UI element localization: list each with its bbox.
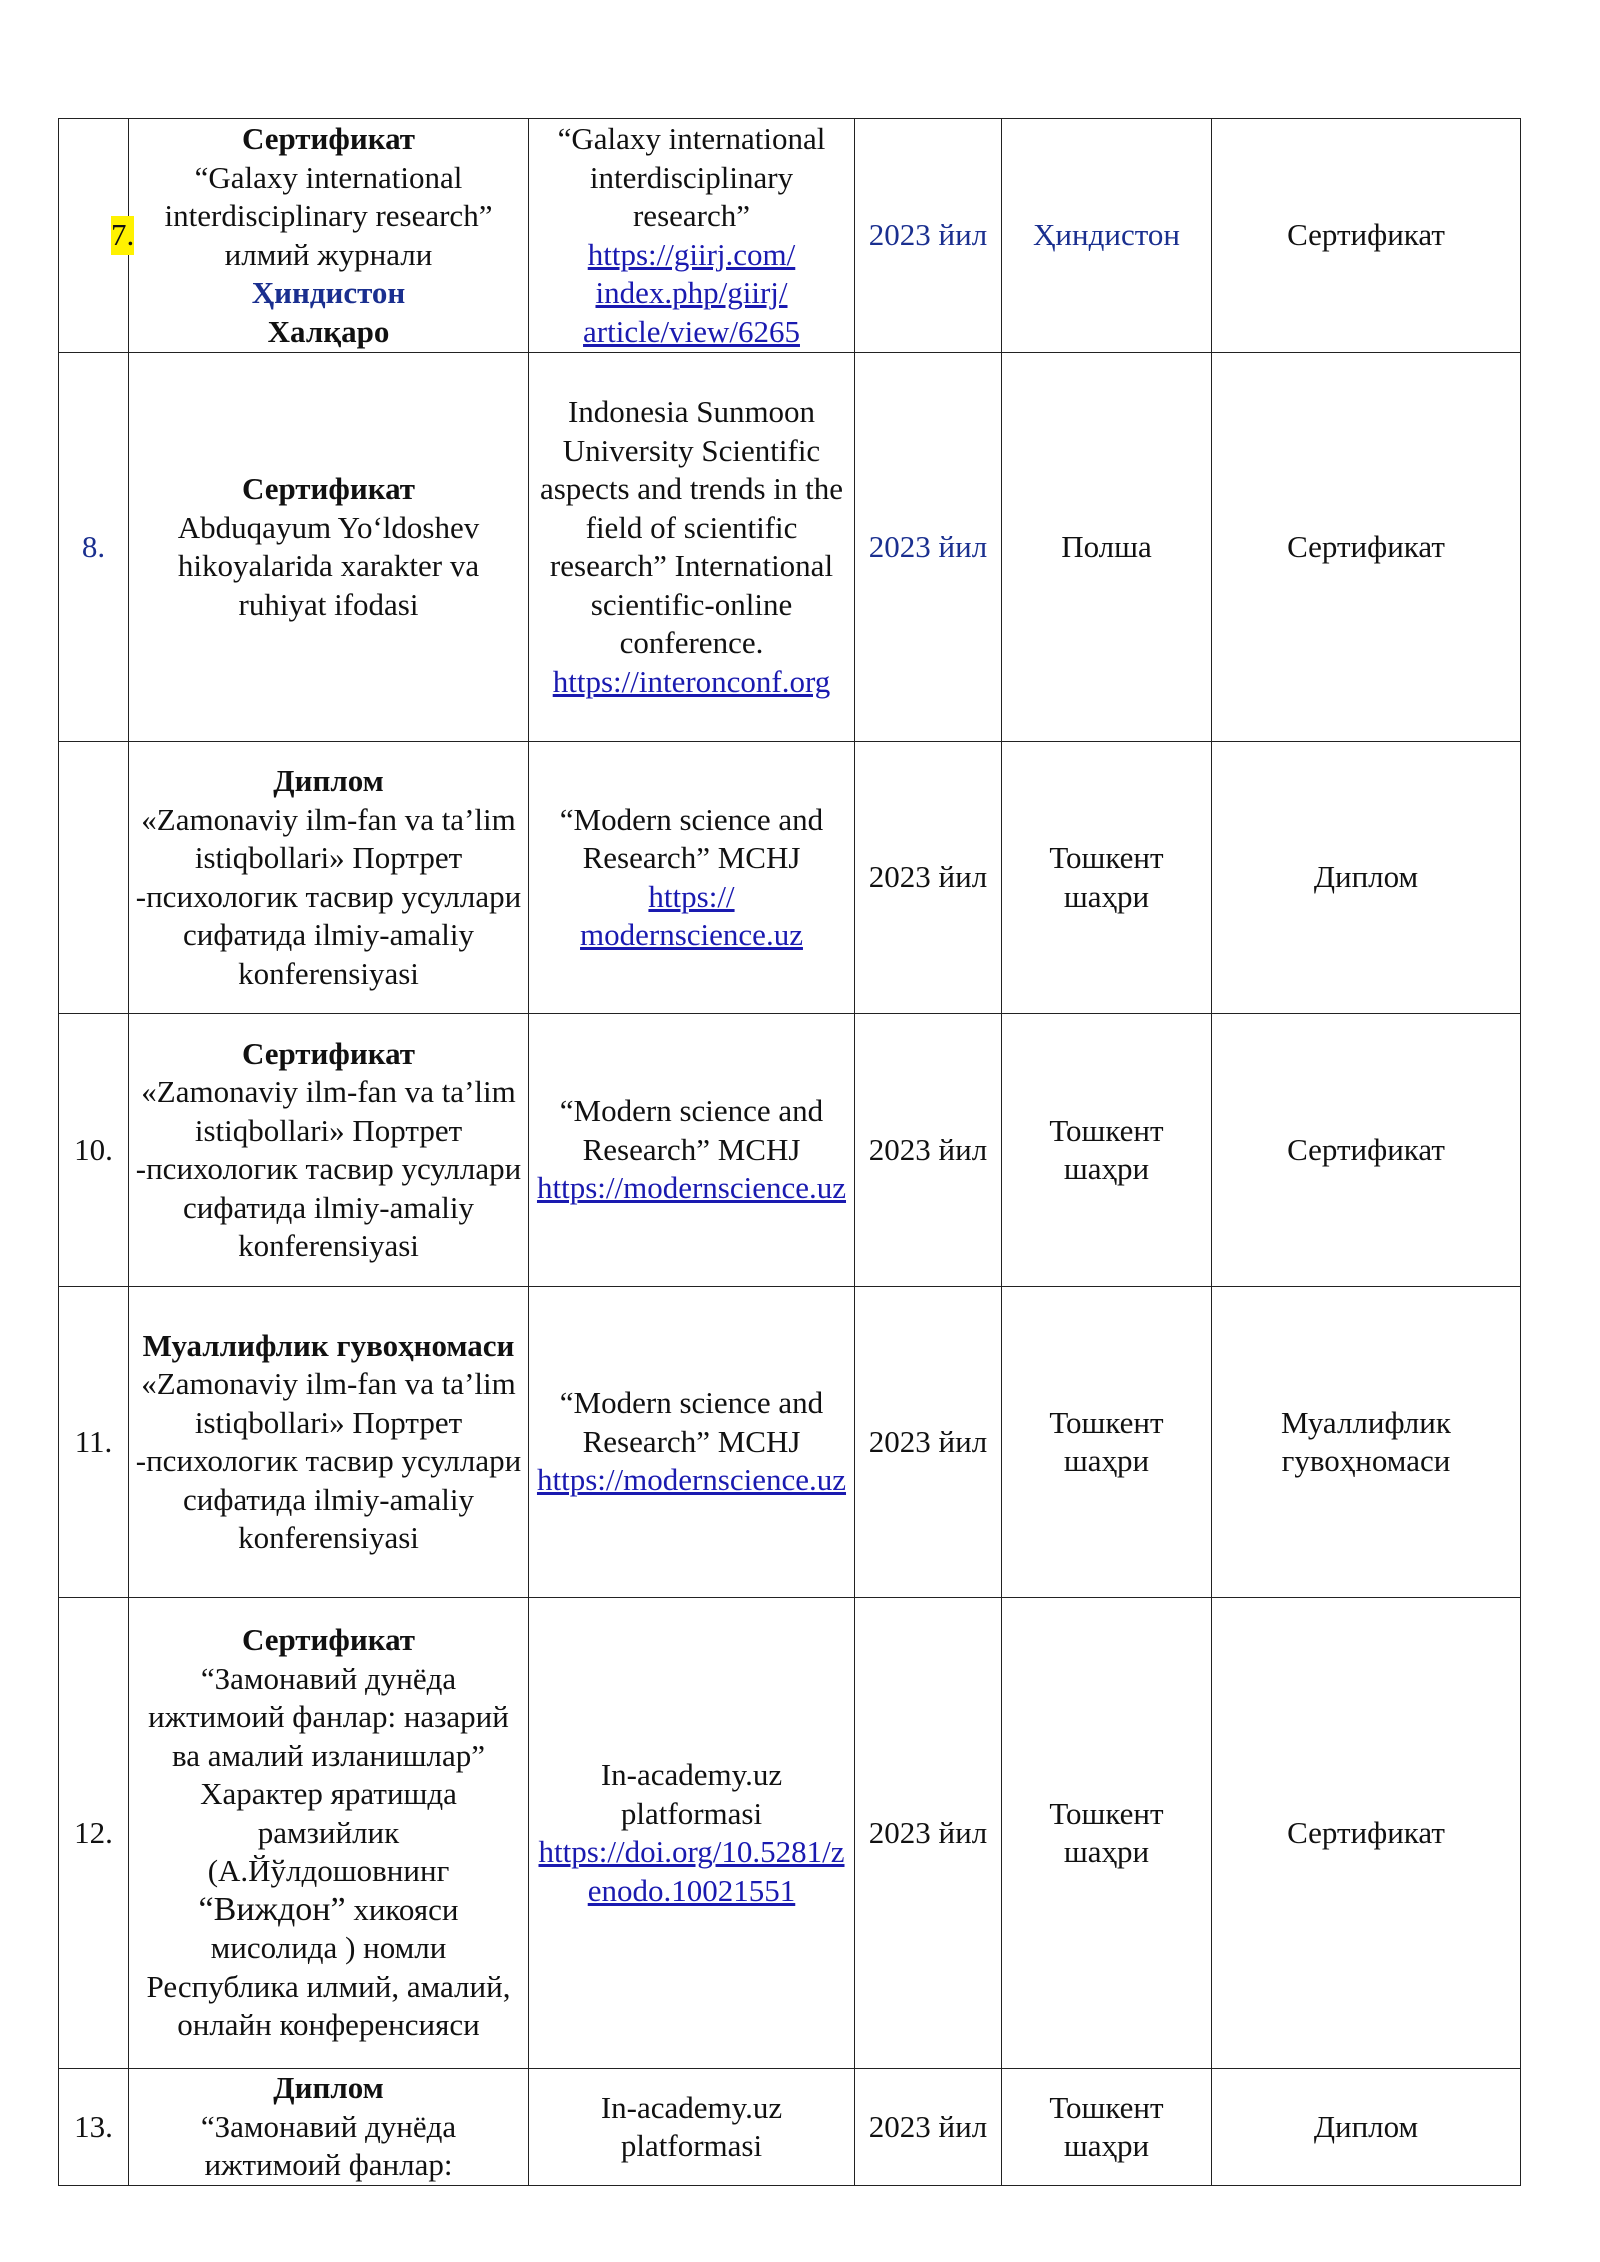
conference-link[interactable]: https://interonconf.org [552, 663, 831, 699]
certificate-description: Диплом “Замонавий дунёда ижтимоий фанлар: [129, 2069, 529, 2186]
place: Тошкент шаҳри [1002, 1014, 1212, 1287]
table-row [59, 1287, 1521, 1598]
place: Тошкент шаҳри [1002, 2069, 1212, 2186]
row-number: 10. [59, 1014, 129, 1287]
organizer: Indonesia Sunmoon University Scientific aspects and trends in the field of scientific research” International scientific-online conference. https://interonconf.org [529, 353, 855, 742]
website-link[interactable]: https://modernscience.uz [536, 1170, 847, 1206]
organizer: “Modern science and Research” MCHJ https://modernscience.uz [529, 1287, 855, 1598]
website-link[interactable]: https://modernscience.uz [536, 1462, 847, 1498]
row-number: 7. [59, 119, 129, 353]
row-number: 12. [59, 1598, 129, 2069]
organizer: “Galaxy international interdisciplinary research” https://giirj.com/ index.php/giirj/ article/view/6265 [529, 119, 855, 353]
place: Тошкент шаҳри [1002, 1287, 1212, 1598]
certificate-description: Сертификат «Zamonaviy ilm-fan va ta’lim istiqbollari» Портрет -психологик тасвир усуллари сифатида ilmiy-amaliy konferensiyasi [129, 1014, 529, 1287]
year: 2023 йил [855, 353, 1002, 742]
organizer: In-academy.uz platformasi https://doi.org/10.5281/zenodo.10021551 [529, 1598, 855, 2069]
document-type: Сертификат [1212, 353, 1521, 742]
table-row [59, 119, 1521, 353]
certificate-description: Муаллифлик гувоҳномаси «Zamonaviy ilm-fan va ta’lim istiqbollari» Портрет -психологик тасвир усуллари сифатида ilmiy-amaliy konferensiyasi [129, 1287, 529, 1598]
year: 2023 йил [855, 742, 1002, 1014]
organizer: “Modern science and Research” MCHJ https:// modernscience.uz [529, 742, 855, 1014]
document-type: Сертификат [1212, 119, 1521, 353]
document-type: Диплом [1212, 2069, 1521, 2186]
year: 2023 йил [855, 119, 1002, 353]
achievements-table [58, 118, 1521, 2186]
year: 2023 йил [855, 1287, 1002, 1598]
certificate-description: Сертификат “Замонавий дунёда ижтимоий фанлар: назарий ва амалий изланишлар” Характер яратишда рамзийлик (А.Йўлдошовнинг “Виждон” хикояси мисолида ) номли Республика илмий, амалий, онлайн конференсияси [129, 1598, 529, 2069]
place: Тошкент шаҳри [1002, 742, 1212, 1014]
article-link[interactable]: https://giirj.com/ index.php/giirj/ article/view/6265 [583, 236, 800, 349]
document-type: Диплом [1212, 742, 1521, 1014]
table-row [59, 2069, 1521, 2186]
row-number [59, 742, 129, 1014]
place: Ҳиндистон [1002, 119, 1212, 353]
table-row [59, 742, 1521, 1014]
organizer: “Modern science and Research” MCHJ https://modernscience.uz [529, 1014, 855, 1287]
certificate-description: Сертификат “Galaxy international interdisciplinary research” илмий журнали Ҳиндистон Халқаро [129, 119, 529, 353]
organizer: In-academy.uz platformasi [529, 2069, 855, 2186]
row-number: 13. [59, 2069, 129, 2186]
document-type: Сертификат [1212, 1014, 1521, 1287]
certificate-description: Диплом «Zamonaviy ilm-fan va ta’lim istiqbollari» Портрет -психологик тасвир усуллари сифатида ilmiy-amaliy konferensiyasi [129, 742, 529, 1014]
table-row [59, 353, 1521, 742]
table-row [59, 1598, 1521, 2069]
document-type: Муаллифлик гувоҳномаси [1212, 1287, 1521, 1598]
row-number: 8. [59, 353, 129, 742]
place: Тошкент шаҳри [1002, 1598, 1212, 2069]
doi-link[interactable]: https://doi.org/10.5281/zenodo.10021551 [538, 1834, 845, 1908]
year: 2023 йил [855, 1014, 1002, 1287]
table-row [59, 1014, 1521, 1287]
place: Полша [1002, 353, 1212, 742]
year: 2023 йил [855, 2069, 1002, 2186]
document-type: Сертификат [1212, 1598, 1521, 2069]
row-number: 11. [59, 1287, 129, 1598]
certificate-description: Сертификат Abduqayum Yo‘ldoshev hikoyalarida xarakter va ruhiyat ifodasi [129, 353, 529, 742]
year: 2023 йил [855, 1598, 1002, 2069]
website-link[interactable]: https:// modernscience.uz [580, 878, 803, 952]
